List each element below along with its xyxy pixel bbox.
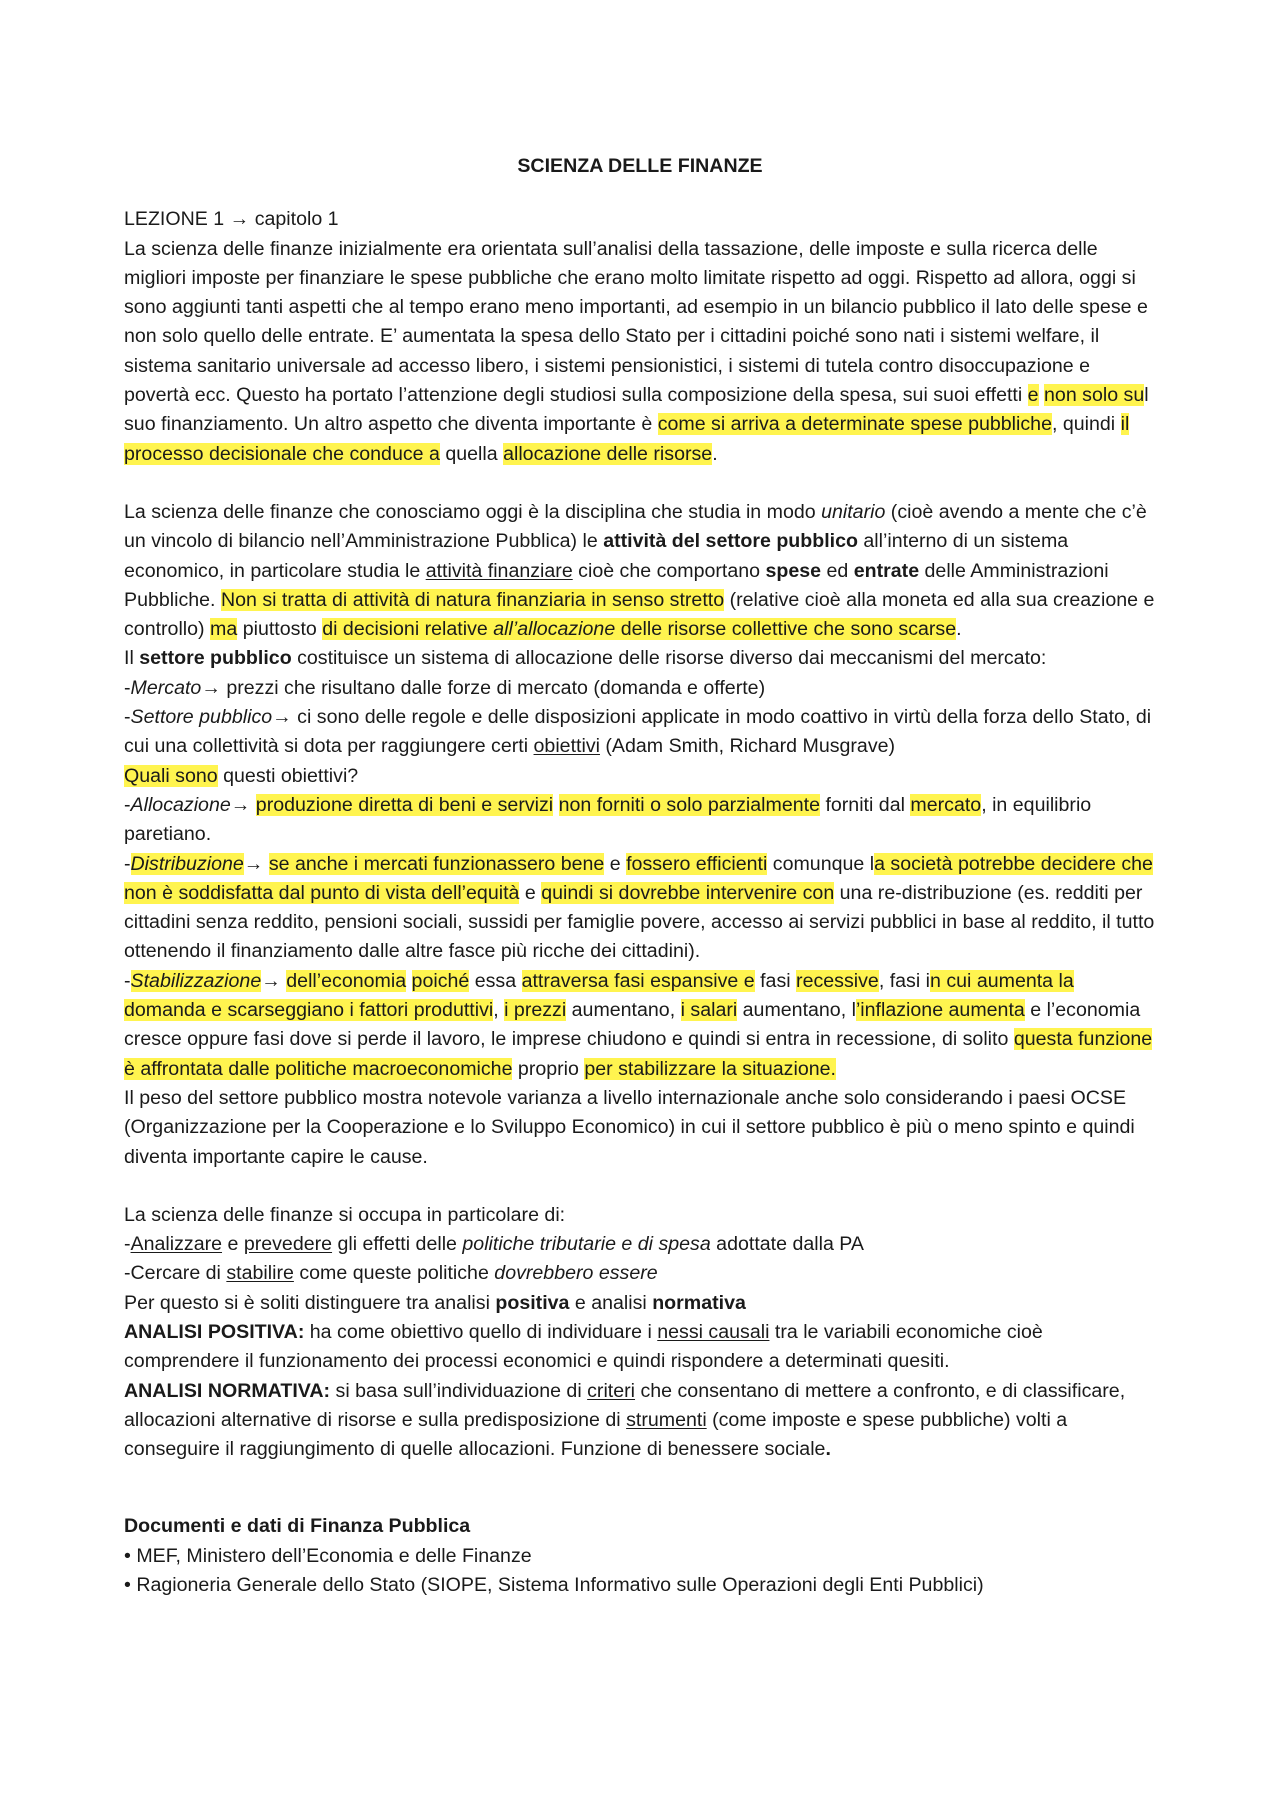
intro-paragraph (124, 235, 1156, 469)
text-span: - (124, 793, 131, 816)
text-span: questi obiettivi? (217, 764, 359, 787)
bold-text: entrate (853, 559, 920, 582)
italic-text: Allocazione (130, 793, 231, 816)
spacer (124, 1172, 1156, 1201)
underlined-text: attività finanziare (425, 559, 573, 582)
italic-text: politiche tributarie e di spesa (462, 1233, 711, 1256)
text-span: - (124, 706, 131, 729)
highlight: i salari (680, 999, 738, 1022)
underlined-text: prevedere (243, 1233, 333, 1256)
underlined-text: stabilire (226, 1262, 294, 1285)
mercato-line (124, 674, 1156, 703)
highlight: fossero efficienti (626, 852, 768, 875)
text-span: , (493, 999, 505, 1022)
text-span: ed (821, 559, 854, 582)
highlight: produzione diretta di beni e servizi (255, 793, 554, 816)
distinguere-line (124, 1289, 1156, 1318)
text-span: - (124, 852, 131, 875)
arrow-icon: → (261, 969, 281, 992)
highlight: allocazione delle risorse (503, 442, 713, 465)
highlight: mercato (910, 793, 982, 816)
highlight: come si arriva a determinate spese pubbliche (657, 413, 1052, 436)
text-span: (come imposte e spese pubbliche) volti a conseguire il raggiungimento di quelle allocazioni. Funzione di benessere sociale (124, 1408, 1068, 1461)
text-span: , in equilibrio paretiano. (124, 793, 1092, 846)
documenti-item (124, 1542, 1156, 1571)
highlight: per stabilizzare la situazione. (584, 1057, 836, 1080)
bold-text: ANALISI POSITIVA: (124, 1320, 305, 1343)
text-span: e l’economia cresce oppure fasi dove si perde il lavoro, le imprese chiudono e quindi si entra in recessione, di solito (124, 999, 1141, 1051)
text-span: forniti dal (820, 793, 911, 816)
highlight: a società potrebbe decidere che non è soddisfatta dal punto di vista dell’equità (124, 852, 1153, 904)
cercare-line (124, 1259, 1156, 1288)
question-line (124, 762, 1156, 791)
bold-text: spese (765, 559, 822, 582)
highlight: questa funzione è affrontata dalle politiche macroeconomiche (124, 1028, 1153, 1080)
text-span: . (956, 618, 962, 641)
text-span: tra le variabili economiche cioè comprendere il funzionamento dei processi economici e quindi rispondere a determinati quesiti. (124, 1320, 1043, 1373)
italic-text: Distribuzione (130, 852, 244, 875)
text-span: e analisi (569, 1291, 653, 1314)
underlined-text: obiettivi (533, 735, 600, 758)
text-span: aumentano, (566, 999, 681, 1022)
bold-text: Documenti e dati di Finanza Pubblica (124, 1515, 471, 1538)
underlined-text: criteri (587, 1379, 636, 1402)
text-span: gli effetti delle (332, 1233, 463, 1256)
text-span: delle Amministrazioni Pubbliche. (124, 559, 1109, 611)
italic-text: dovrebbero essere (494, 1262, 658, 1285)
arrow-icon: → (243, 852, 264, 875)
highlight: e (1027, 384, 1039, 407)
bold-text: ANALISI NORMATIVA: (124, 1379, 331, 1402)
text-span: - (124, 1233, 131, 1256)
text-span: -Cercare di (124, 1262, 227, 1285)
highlight: i prezzi (504, 999, 567, 1022)
text-span: che consentano di mettere a confronto, e di classificare, allocazioni alternative di risorse e sulla predisposizione di (124, 1379, 1126, 1431)
highlight (131, 853, 244, 875)
text-span: e (222, 1233, 244, 1256)
text-span: La scienza delle finanze inizialmente era orientata sull’analisi della tassazione, delle imposte e sulla ricerca delle migliori imposte per finanziare le spese pubbliche che erano molto limitate rispetto ad oggi. Rispetto ad allora, oggi si sono aggiunti tanti aspetti che al tempo erano meno importanti, ad esempio in un bilancio pubblico il lato delle spese e non solo quello delle entrate. E’ aumentata la spesa dello Stato per i cittadini poiché sono nati i sistemi welfare, il sistema sanitario universale ad accesso libero, i sistemi pensionistici, i sistemi di tutela contro disoccupazione e povertà ecc. Questo ha portato l’attenzione degli studiosi sulla composizione della spesa, sui suoi effetti (124, 237, 1148, 407)
text-span: Il (124, 647, 140, 670)
text-span: (Adam Smith, Richard Musgrave) (599, 735, 896, 758)
bullet-icon: • (124, 1574, 131, 1597)
lesson-line (124, 205, 1156, 234)
distribuzione-item (124, 850, 1156, 967)
text-span: MEF, Ministero dell’Economia e delle Finanze (136, 1544, 532, 1567)
text-span: fasi (754, 969, 797, 992)
text-span: La scienza delle finanze che conosciamo oggi è la disciplina che studia in modo (124, 500, 822, 523)
underlined-text: Analizzare (130, 1233, 223, 1256)
allocazione-item (124, 791, 1156, 850)
analisi-positiva-paragraph (124, 1318, 1156, 1377)
text-span: e (604, 852, 627, 875)
arrow-icon: → (272, 706, 292, 729)
italic-text: Settore pubblico (130, 706, 273, 729)
text-span: e (519, 881, 542, 904)
highlight: n cui aumenta la domanda e scarseggiano i fattori produttivi (124, 969, 1074, 1022)
text-span (553, 794, 558, 816)
highlight: quindi si dovrebbe intervenire con (541, 881, 835, 904)
text-span: essa (469, 969, 522, 992)
highlight (131, 970, 262, 992)
underlined-text: nessi causali (657, 1320, 770, 1343)
arrow-icon: → (201, 676, 221, 699)
highlight: Non si tratta di attività di natura finanziaria in senso stretto (220, 588, 725, 611)
text-span: , fasi i (878, 969, 930, 992)
text-span: una re-distribuzione (es. redditi per cittadini senza reddito, pensioni sociali, sussidi per famiglie povere, accesso ai servizi pubblici in base al reddito, il tutto ottenendo il finanziamento dalle altre fasce più ricche dei cittadini). (124, 881, 1155, 963)
highlight: ma (210, 618, 238, 641)
text-span: (relative cioè alla moneta ed alla sua creazione e controllo) (124, 588, 1155, 641)
italic-text: all’allocazione (493, 618, 616, 641)
text-span: ha come obiettivo quello di individuare i (304, 1320, 658, 1343)
text-span: comunque l (767, 852, 875, 875)
text-span: aumentano, l (737, 999, 856, 1022)
text-span: quella (439, 442, 504, 465)
analisi-normativa-paragraph (124, 1377, 1156, 1465)
highlight: non forniti o solo parzialmente (558, 793, 820, 816)
italic-text: unitario (821, 500, 886, 523)
text-span: proprio (512, 1057, 585, 1080)
stabilizzazione-item (124, 967, 1156, 1084)
highlight: attraversa fasi espansive e (521, 969, 755, 992)
documenti-heading (124, 1512, 1156, 1541)
arrow-icon: → (230, 793, 251, 816)
bold-text: . (825, 1438, 831, 1461)
occupa-line: La scienza delle finanze si occupa in particolare di: (124, 1203, 566, 1226)
text-span: costituisce un sistema di allocazione delle risorse diverso dai meccanismi del mercato: (291, 647, 1047, 670)
highlight (322, 618, 956, 640)
highlight: se anche i mercati funzionassero bene (268, 852, 605, 875)
peso-paragraph: Il peso del settore pubblico mostra notevole varianza a livello internazionale anche solo considerando i paesi OCSE (Organizzazione per la Cooperazione e lo Sviluppo Economico) in cui il settore pubblico è più o meno spinto e quindi diventa importante capire le cause. (124, 1086, 1135, 1168)
text-span: - (124, 969, 131, 992)
highlight: dell’economia (286, 969, 407, 992)
bullet-icon: • (124, 1544, 131, 1567)
text-span: prezzi che risultano dalle forze di mercato (domanda e offerte) (220, 676, 766, 699)
text-span: come queste politiche (293, 1262, 495, 1285)
settore-pubblico-line (124, 703, 1156, 762)
public-sector-paragraph (124, 644, 1156, 673)
text-span: delle risorse collettive che sono scarse (620, 618, 957, 641)
documenti-item (124, 1571, 1156, 1600)
bold-text: positiva (495, 1291, 570, 1314)
spacer (124, 469, 1156, 498)
highlight: Quali sono (124, 764, 218, 787)
text-span: ci sono delle regole e delle disposizioni applicate in modo coattivo in virtù della forza dello Stato, di cui una collettività si dota per raggiungere certi (124, 706, 1152, 758)
text-span: l suo finanziamento. Un altro aspetto che diventa importante è (124, 384, 1149, 436)
highlight: recessive (796, 969, 879, 992)
text-span (406, 970, 411, 992)
page-title: SCIENZA DELLE FINANZE (517, 155, 763, 177)
highlight: il processo decisionale che conduce a (124, 413, 1130, 465)
text-span: cioè che comportano (572, 559, 766, 582)
lesson-label: LEZIONE 1 (124, 208, 225, 231)
bold-text: normativa (652, 1291, 746, 1314)
analizzare-line (124, 1230, 1156, 1259)
text-span: (cioè avendo a mente che c’è un vincolo di bilancio nell’Amministrazione Pubblica) le (124, 500, 1147, 553)
text-span: . (712, 442, 718, 465)
chapter-label: capitolo 1 (254, 208, 339, 231)
underlined-text: strumenti (626, 1408, 707, 1431)
text-span: Ragioneria Generale dello Stato (SIOPE, Sistema Informativo sulle Operazioni degli Enti Pubblici) (136, 1574, 984, 1597)
definition-paragraph (124, 498, 1156, 644)
text-span: Per questo si è soliti distinguere tra analisi (124, 1291, 496, 1314)
spacer (124, 1464, 1156, 1512)
text-span: adottate dalla PA (710, 1233, 864, 1256)
text-span (250, 794, 255, 816)
highlight: poiché (411, 969, 470, 992)
italic-text: Stabilizzazione (130, 969, 262, 992)
text-span: di decisioni relative (322, 618, 494, 641)
highlight: non solo su (1044, 384, 1145, 407)
text-span: si basa sull’individuazione di (330, 1379, 588, 1402)
text-span: all’interno di un sistema economico, in particolare studia le (124, 530, 1069, 582)
bold-text: settore pubblico (139, 647, 292, 670)
text-span: , quindi (1051, 413, 1121, 436)
italic-text: Mercato (130, 676, 202, 699)
bold-text: attività del settore pubblico (603, 530, 858, 553)
text-span: piuttosto (237, 618, 323, 641)
text-span: - (124, 676, 131, 699)
highlight: ’inflazione aumenta (855, 999, 1025, 1022)
arrow-icon: → (229, 208, 250, 231)
